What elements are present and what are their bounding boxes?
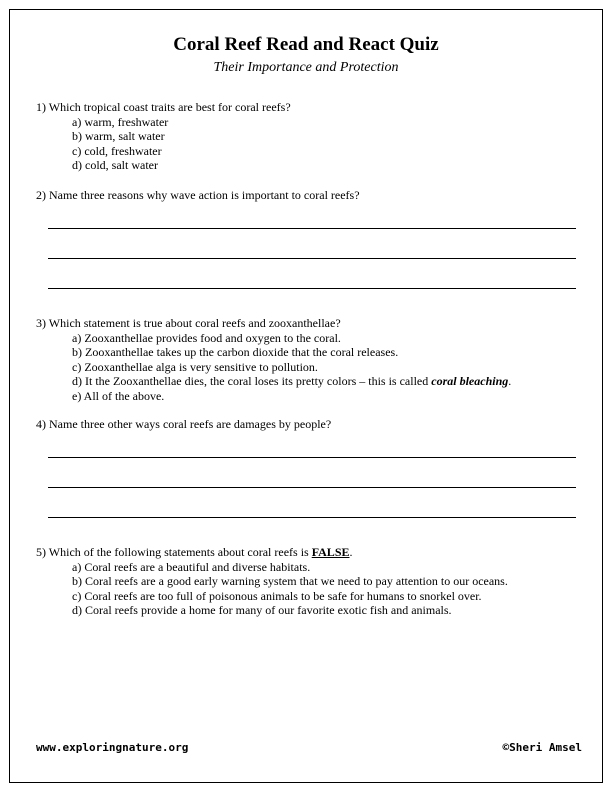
question-5-option-c: c) Coral reefs are too full of poisonous animals to be safe for humans to snorkel over.: [72, 588, 482, 603]
question-3-options: [36, 331, 582, 404]
coral-bleaching-term: coral bleaching: [431, 374, 509, 388]
question-4-prompt: 4) Name three other ways coral reefs are damages by people?: [36, 417, 332, 431]
question-1-option-d: d) cold, salt water: [72, 158, 158, 172]
question-1-option-c: c) cold, freshwater: [72, 143, 162, 158]
question-4: [36, 417, 582, 432]
question-2-prompt: 2) Name three reasons why wave action is important to coral reefs?: [36, 188, 360, 202]
question-1-options: [36, 115, 582, 173]
question-1: [36, 100, 582, 173]
question-2: [36, 188, 582, 203]
answer-line: [48, 258, 576, 259]
question-1-option-b: b) warm, salt water: [72, 129, 165, 143]
question-5-option-d: d) Coral reefs provide a home for many of our favorite exotic fish and animals.: [72, 603, 452, 617]
question-5-option-a: a) Coral reefs are a beautiful and diverse habitats.: [72, 559, 311, 574]
question-5-prompt: [36, 545, 582, 560]
worksheet-page: [9, 9, 603, 783]
question-5-prompt-suffix: .: [349, 545, 353, 559]
question-5-options: [36, 560, 582, 618]
question-5-prompt-text: 5) Which of the following statements about coral reefs is: [36, 545, 312, 559]
question-1-prompt: 1) Which tropical coast traits are best for coral reefs?: [36, 100, 291, 114]
question-3: [36, 316, 582, 403]
website-url: www.exploringnature.org: [36, 741, 189, 754]
copyright-notice: ©Sheri Amsel: [502, 741, 582, 754]
question-3-option-b: b) Zooxanthellae takes up the carbon dioxide that the coral releases.: [72, 345, 399, 359]
answer-line: [48, 228, 576, 229]
question-3-option-a: a) Zooxanthellae provides food and oxygen to the coral.: [72, 330, 341, 345]
answer-line: [48, 288, 576, 289]
question-3-option-d: [72, 374, 582, 389]
question-3-prompt: 3) Which statement is true about coral reefs and zooxanthellae?: [36, 316, 341, 330]
question-5-option-b: b) Coral reefs are a good early warning system that we need to pay attention to our oceans.: [72, 574, 508, 588]
page-title: Coral Reef Read and React Quiz: [173, 34, 439, 55]
answer-line: [48, 487, 576, 488]
question-1-option-a: a) warm, freshwater: [72, 114, 169, 129]
page-subtitle: Their Importance and Protection: [213, 60, 399, 75]
question-3-option-d-suffix: .: [508, 374, 512, 388]
false-keyword: FALSE: [311, 545, 350, 559]
question-3-option-e: e) All of the above.: [72, 388, 165, 403]
question-5: [36, 545, 582, 618]
question-3-option-c: c) Zooxanthellae alga is very sensitive to pollution.: [72, 359, 318, 374]
question-3-option-d-text: d) It the Zooxanthellae dies, the coral loses its pretty colors – this is called: [72, 374, 432, 388]
answer-line: [48, 517, 576, 518]
answer-line: [48, 457, 576, 458]
